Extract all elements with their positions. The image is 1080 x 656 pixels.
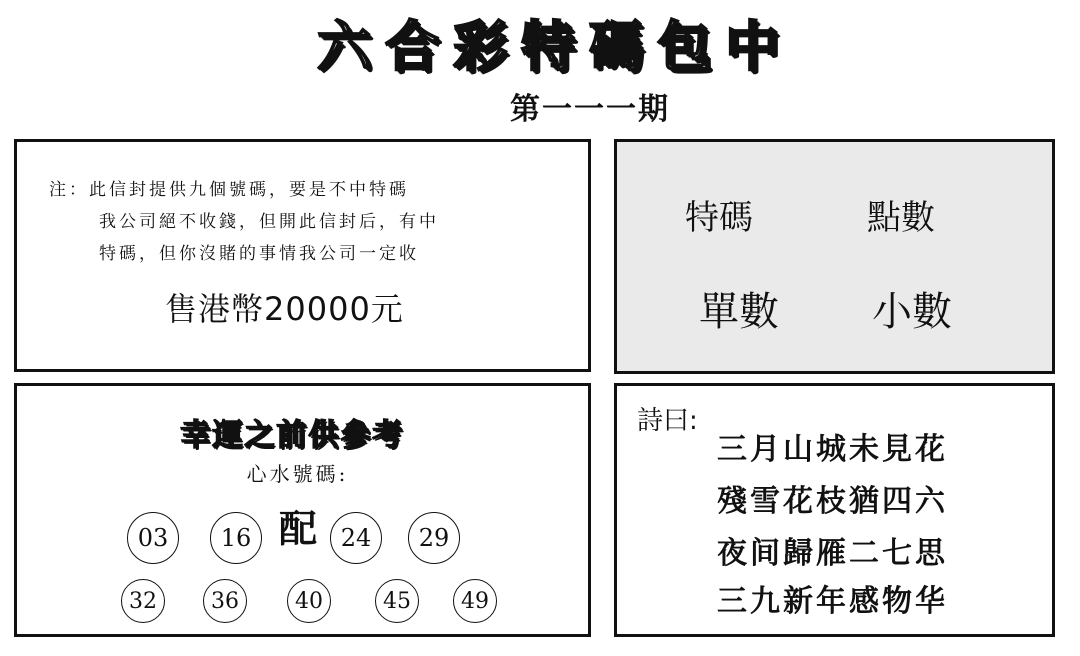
- poem-line: 三月山城未見花: [717, 432, 948, 467]
- number-circle: 40: [287, 579, 331, 623]
- number-circle: 32: [121, 579, 165, 623]
- notice-panel: [14, 139, 591, 372]
- poem-line: 三九新年感物华: [717, 584, 948, 619]
- value-odd: 單數: [699, 289, 779, 335]
- notice-line: 特碼，但你沒賭的事情我公司一定收: [99, 244, 419, 264]
- value-small: 小數: [872, 289, 952, 335]
- pair-label: 配: [279, 506, 318, 551]
- header-special-number: 特碼: [685, 198, 753, 238]
- number-circle: 49: [453, 579, 497, 623]
- number-circle: 29: [408, 512, 460, 564]
- number-circle: 45: [375, 579, 419, 623]
- header-points: 點數: [867, 198, 935, 238]
- number-circle: 36: [203, 579, 247, 623]
- page-title: 六合彩特碼包中: [317, 14, 793, 78]
- poem-line: 夜间歸雁二七思: [717, 536, 948, 571]
- poem-line: 殘雪花枝猶四六: [717, 484, 948, 519]
- notice-line: 注：此信封提供九個號碼，要是不中特碼: [49, 180, 409, 200]
- number-circle: 24: [330, 512, 382, 564]
- poem-panel: [614, 383, 1055, 637]
- notice-line: 我公司絕不收錢，但開此信封后，有中: [99, 212, 439, 232]
- lucky-numbers-panel: [14, 383, 591, 637]
- number-circle: 03: [127, 512, 179, 564]
- price-text: 售港幣20000元: [165, 290, 404, 328]
- lucky-subtitle: 心水號碼:: [246, 462, 349, 486]
- issue-number: 第一一一期: [510, 92, 670, 127]
- lucky-title: 幸運之前供參考: [180, 418, 405, 453]
- poem-label: 詩曰:: [637, 406, 698, 436]
- special-number-panel: [614, 139, 1055, 374]
- number-circle: 16: [210, 512, 262, 564]
